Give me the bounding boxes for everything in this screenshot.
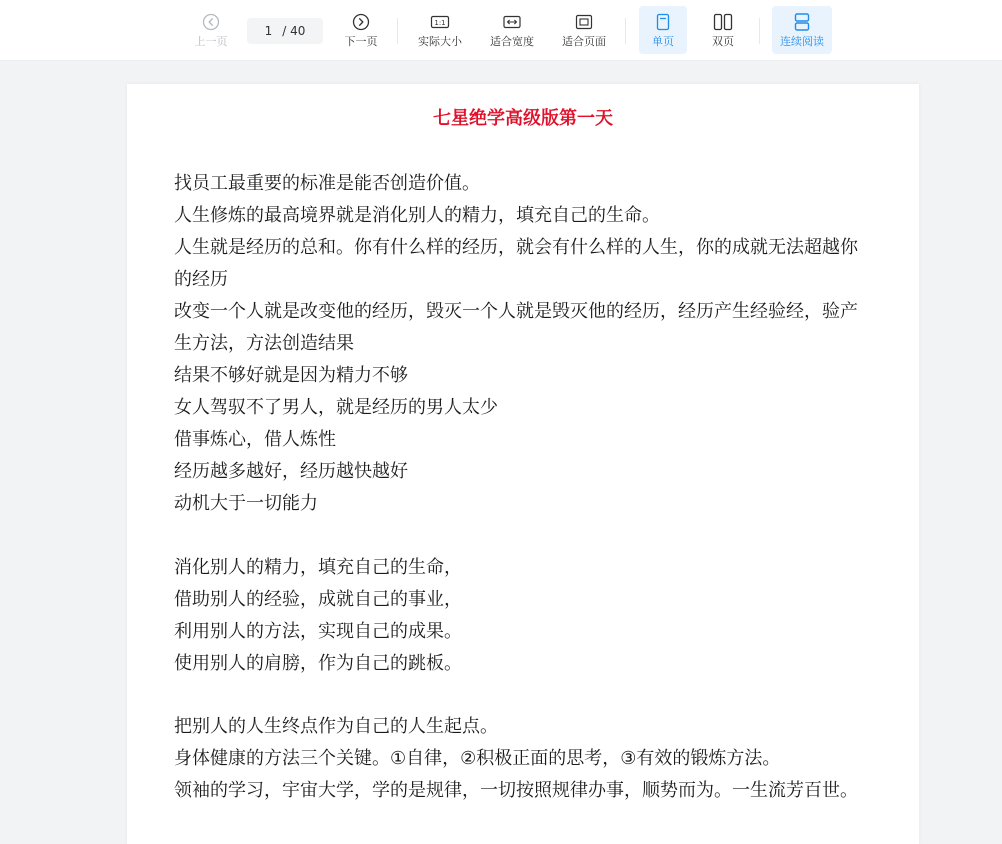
continuous-reading-icon [792,12,812,32]
text-line: 利用别人的方法，实现自己的成果。 [174,621,462,642]
actual-size-icon [430,12,450,32]
svg-text:1:1: 1:1 [434,19,446,27]
text-line: 身体健康的方法三个关键。①自律，②积极正面的思考，③有效的锻炼方法。 [174,748,781,769]
fit-width-label: 适合宽度 [490,35,534,48]
text-line: 结果不够好就是因为精力不够 [174,365,408,386]
text-line: 领袖的学习，宇宙大学，学的是规律，一切按照规律办事，顺势而为。一生流芳百世。 [174,780,858,801]
single-page-label: 单页 [652,35,674,48]
fit-page-label: 适合页面 [562,35,606,48]
current-page-number[interactable]: 1 [264,24,273,38]
fit-page-icon [574,12,594,32]
prev-page-button[interactable] [188,6,234,54]
double-page-label: 双页 [712,35,734,48]
text-line: 女人驾驭不了男人，就是经历的男人太少 [174,397,498,418]
document-title: 七星绝学高级版第一天 [433,108,613,129]
single-page-button[interactable] [639,6,687,54]
text-line: 经历越多越好，经历越快越好 [174,461,408,482]
continuous-reading-label: 连续阅读 [780,35,824,48]
text-line: 使用别人的肩膀，作为自己的跳板。 [174,653,462,674]
single-page-icon [653,12,673,32]
actual-size-label: 实际大小 [418,35,462,48]
toolbar-divider [625,18,626,44]
page-number-field[interactable] [247,18,323,44]
total-pages: / 40 [282,24,306,38]
text-line: 借助别人的经验，成就自己的事业， [174,589,462,610]
text-line: 改变一个人就是改变他的经历，毁灭一个人就是毁灭他的经历，经历产生经验经，验产 [174,301,858,322]
next-page-label: 下一页 [344,35,378,48]
document-page [127,84,919,844]
prev-page-label: 上一页 [194,35,228,48]
chevron-left-circle-icon [201,12,221,32]
actual-size-button[interactable] [412,6,468,54]
fit-width-button[interactable] [484,6,540,54]
text-line: 借事炼心，借人炼性 [174,429,336,450]
fit-page-button[interactable] [556,6,612,54]
text-line: 人生修炼的最高境界就是消化别人的精力，填充自己的生命。 [174,205,660,226]
chevron-right-circle-icon [351,12,371,32]
text-line: 的经历 [174,269,228,290]
next-page-button[interactable] [338,6,384,54]
toolbar-divider [759,18,760,44]
double-page-button[interactable] [699,6,747,54]
continuous-reading-button[interactable] [772,6,832,54]
text-line: 找员工最重要的标准是能否创造价值。 [174,173,480,194]
double-page-icon [713,12,733,32]
text-line: 把别人的人生终点作为自己的人生起点。 [174,716,498,737]
text-line: 人生就是经历的总和。你有什么样的经历，就会有什么样的人生，你的成就无法超越你 [174,237,858,258]
fit-width-icon [502,12,522,32]
text-line: 生方法，方法创造结果 [174,333,354,354]
text-line: 动机大于一切能力 [174,493,318,514]
viewer-toolbar [0,0,1002,61]
toolbar-divider [397,18,398,44]
text-line: 消化别人的精力，填充自己的生命， [174,557,462,578]
